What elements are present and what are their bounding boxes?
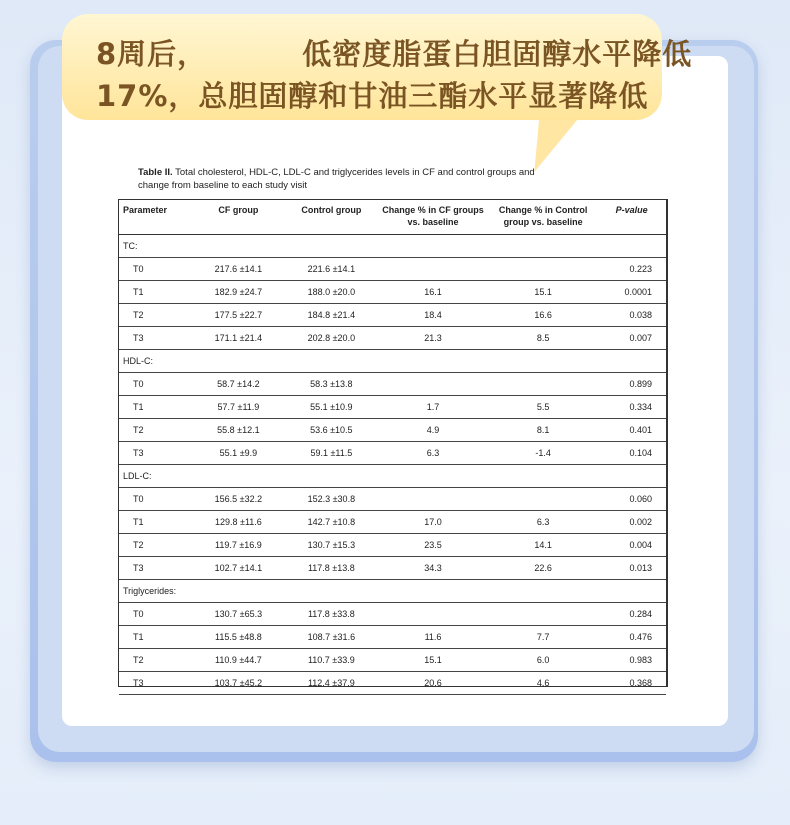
cell-control-group: 58.3 ±13.8 <box>286 373 377 396</box>
cell-control-group: 108.7 ±31.6 <box>286 626 377 649</box>
cell-change-control: 6.3 <box>489 511 597 534</box>
headline-part-a: 8周后， <box>96 37 208 71</box>
cell-change-control: 22.6 <box>489 557 597 580</box>
table-row <box>119 649 666 672</box>
table-row <box>119 534 666 557</box>
cell-control-group: 202.8 ±20.0 <box>286 327 377 350</box>
cell-visit: T2 <box>119 419 191 442</box>
table-row <box>119 626 666 649</box>
cell-control-group: 152.3 ±30.8 <box>286 488 377 511</box>
header-parameter: Parameter <box>119 200 191 235</box>
table-right-edge <box>666 199 667 687</box>
cell-control-group: 117.8 ±13.8 <box>286 557 377 580</box>
cell-p-value: 0.038 <box>597 304 666 327</box>
headline-line-1 <box>96 32 692 73</box>
table-row <box>119 373 666 396</box>
group-label: TC: <box>119 235 666 258</box>
cell-visit: T3 <box>119 557 191 580</box>
cell-control-group: 112.4 ±37.9 <box>286 672 377 695</box>
cell-p-value: 0.223 <box>597 258 666 281</box>
cell-change-control <box>489 258 597 281</box>
cell-p-value: 0.104 <box>597 442 666 465</box>
cell-change-cf: 23.5 <box>377 534 489 557</box>
cell-visit: T2 <box>119 649 191 672</box>
cell-p-value: 0.334 <box>597 396 666 419</box>
group-row <box>119 580 666 603</box>
cell-change-cf: 11.6 <box>377 626 489 649</box>
cell-cf-group: 110.9 ±44.7 <box>191 649 286 672</box>
cell-change-cf: 21.3 <box>377 327 489 350</box>
cell-p-value: 0.899 <box>597 373 666 396</box>
cell-cf-group: 182.9 ±24.7 <box>191 281 286 304</box>
table-row <box>119 304 666 327</box>
cell-change-cf: 20.6 <box>377 672 489 695</box>
cell-change-control: 7.7 <box>489 626 597 649</box>
cell-change-cf <box>377 488 489 511</box>
cell-cf-group: 115.5 ±48.8 <box>191 626 286 649</box>
cell-cf-group: 58.7 ±14.2 <box>191 373 286 396</box>
cell-p-value: 0.368 <box>597 672 666 695</box>
table-row <box>119 488 666 511</box>
headline-line-2: 17%，总胆固醇和甘油三酯水平显著降低 <box>96 79 649 113</box>
cell-p-value: 0.284 <box>597 603 666 626</box>
cell-change-control <box>489 373 597 396</box>
cell-visit: T1 <box>119 511 191 534</box>
cell-change-cf: 15.1 <box>377 649 489 672</box>
cell-visit: T0 <box>119 258 191 281</box>
cell-cf-group: 103.7 ±45.2 <box>191 672 286 695</box>
table-caption <box>138 166 558 192</box>
cell-change-cf: 6.3 <box>377 442 489 465</box>
cell-p-value: 0.401 <box>597 419 666 442</box>
cell-change-cf <box>377 258 489 281</box>
headline-part-b: 低密度脂蛋白胆固醇水平降低 <box>302 37 693 71</box>
cell-cf-group: 55.8 ±12.1 <box>191 419 286 442</box>
cell-visit: T2 <box>119 304 191 327</box>
cell-change-control: 15.1 <box>489 281 597 304</box>
header-cf-group: CF group <box>191 200 286 235</box>
cell-cf-group: 55.1 ±9.9 <box>191 442 286 465</box>
table-row <box>119 281 666 304</box>
table-row <box>119 672 666 695</box>
cell-change-control: 4.6 <box>489 672 597 695</box>
cell-p-value: 0.007 <box>597 327 666 350</box>
cell-change-cf: 17.0 <box>377 511 489 534</box>
table-row <box>119 327 666 350</box>
cell-p-value: 0.476 <box>597 626 666 649</box>
header-p-value: P-value <box>597 200 666 235</box>
caption-text: Total cholesterol, HDL-C, LDL-C and triglycerides levels in CF and control groups and change from baseline to each study visit <box>138 167 535 191</box>
table-row <box>119 396 666 419</box>
cell-change-control: 8.5 <box>489 327 597 350</box>
table-row <box>119 258 666 281</box>
cell-p-value: 0.013 <box>597 557 666 580</box>
cell-cf-group: 171.1 ±21.4 <box>191 327 286 350</box>
cell-change-control: 8.1 <box>489 419 597 442</box>
cell-visit: T3 <box>119 327 191 350</box>
cell-cf-group: 217.6 ±14.1 <box>191 258 286 281</box>
cell-control-group: 188.0 ±20.0 <box>286 281 377 304</box>
cell-visit: T2 <box>119 534 191 557</box>
group-row <box>119 235 666 258</box>
cell-control-group: 142.7 ±10.8 <box>286 511 377 534</box>
cell-control-group: 221.6 ±14.1 <box>286 258 377 281</box>
table-row <box>119 442 666 465</box>
cell-visit: T1 <box>119 626 191 649</box>
cell-visit: T0 <box>119 603 191 626</box>
cell-change-cf: 34.3 <box>377 557 489 580</box>
header-change-cf: Change % in CF groups vs. baseline <box>377 200 489 235</box>
cell-cf-group: 156.5 ±32.2 <box>191 488 286 511</box>
cell-control-group: 130.7 ±15.3 <box>286 534 377 557</box>
cell-change-control <box>489 488 597 511</box>
group-label: HDL-C: <box>119 350 666 373</box>
cell-control-group: 53.6 ±10.5 <box>286 419 377 442</box>
group-row <box>119 465 666 488</box>
cell-p-value: 0.060 <box>597 488 666 511</box>
cell-visit: T0 <box>119 488 191 511</box>
caption-label: Table II. <box>138 167 173 178</box>
cell-cf-group: 129.8 ±11.6 <box>191 511 286 534</box>
cell-p-value: 0.0001 <box>597 281 666 304</box>
table-row <box>119 419 666 442</box>
cell-change-cf: 4.9 <box>377 419 489 442</box>
cell-visit: T3 <box>119 442 191 465</box>
cell-control-group: 59.1 ±11.5 <box>286 442 377 465</box>
header-control-group: Control group <box>286 200 377 235</box>
table-header-row <box>119 200 666 235</box>
table-row <box>119 557 666 580</box>
cell-cf-group: 177.5 ±22.7 <box>191 304 286 327</box>
table-row <box>119 603 666 626</box>
group-row <box>119 350 666 373</box>
cell-p-value: 0.004 <box>597 534 666 557</box>
cell-cf-group: 57.7 ±11.9 <box>191 396 286 419</box>
cell-change-control: 16.6 <box>489 304 597 327</box>
cell-change-cf <box>377 373 489 396</box>
cell-cf-group: 102.7 ±14.1 <box>191 557 286 580</box>
cell-p-value: 0.002 <box>597 511 666 534</box>
header-change-control: Change % in Control group vs. baseline <box>489 200 597 235</box>
cell-change-control: 5.5 <box>489 396 597 419</box>
cell-cf-group: 130.7 ±65.3 <box>191 603 286 626</box>
cell-change-cf: 1.7 <box>377 396 489 419</box>
cell-change-cf <box>377 603 489 626</box>
cell-p-value: 0.983 <box>597 649 666 672</box>
cell-visit: T1 <box>119 396 191 419</box>
cell-visit: T1 <box>119 281 191 304</box>
cell-change-control <box>489 603 597 626</box>
cell-visit: T0 <box>119 373 191 396</box>
cell-change-cf: 18.4 <box>377 304 489 327</box>
cell-change-control: 6.0 <box>489 649 597 672</box>
cell-cf-group: 119.7 ±16.9 <box>191 534 286 557</box>
cell-control-group: 110.7 ±33.9 <box>286 649 377 672</box>
cell-control-group: 117.8 ±33.8 <box>286 603 377 626</box>
cell-control-group: 55.1 ±10.9 <box>286 396 377 419</box>
cell-change-cf: 16.1 <box>377 281 489 304</box>
table-row <box>119 511 666 534</box>
cell-visit: T3 <box>119 672 191 695</box>
lipid-table <box>119 199 666 695</box>
group-label: LDL-C: <box>119 465 666 488</box>
cell-control-group: 184.8 ±21.4 <box>286 304 377 327</box>
group-label: Triglycerides: <box>119 580 666 603</box>
cell-change-control: 14.1 <box>489 534 597 557</box>
cell-change-control: -1.4 <box>489 442 597 465</box>
